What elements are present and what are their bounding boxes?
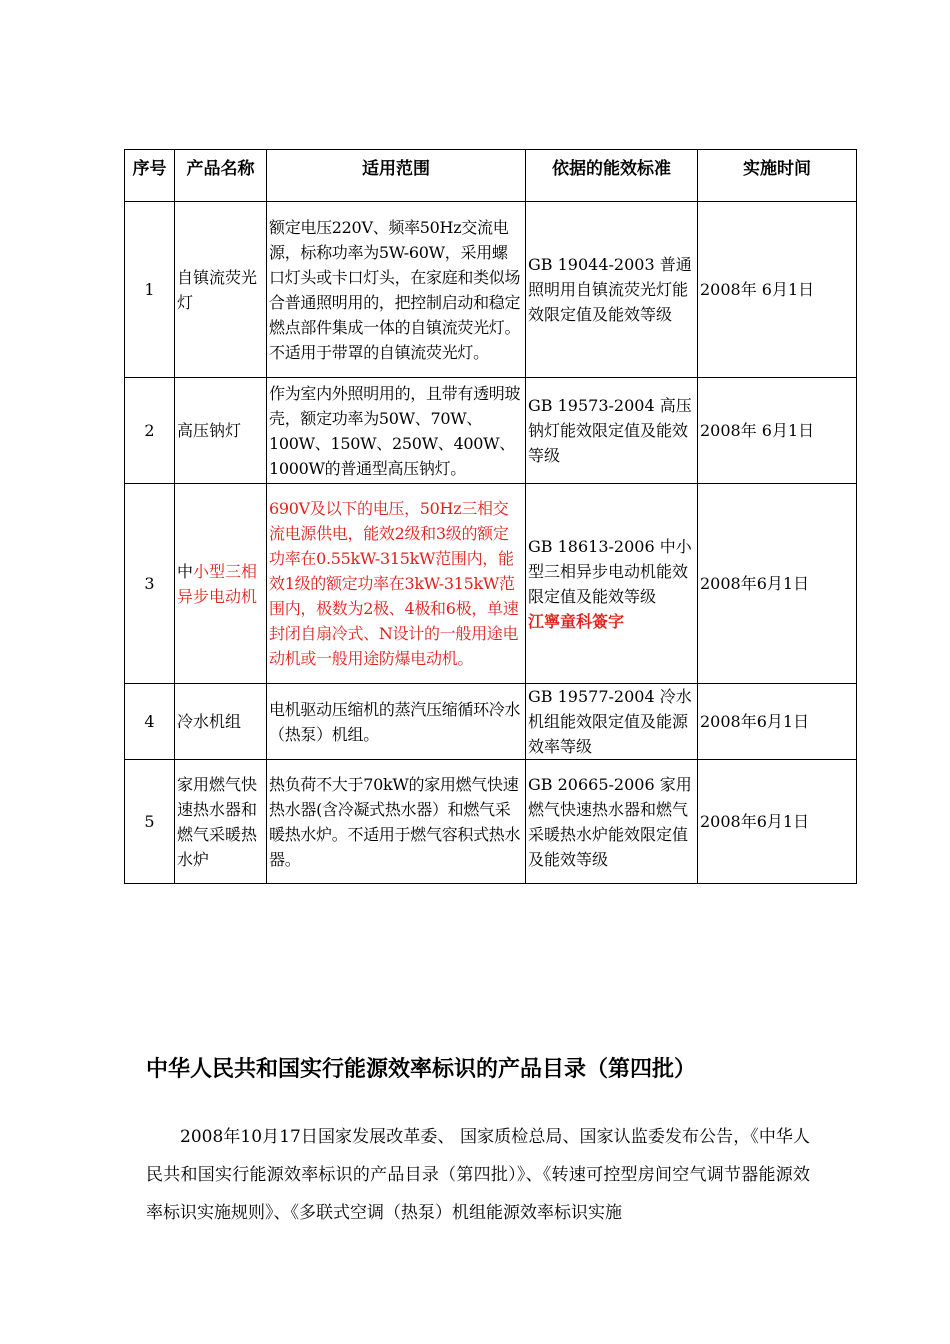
header-product-name: 产品名称 — [175, 150, 267, 202]
standard-text: GB 18613-2006 中小型三相异步电动机能效限定值及能效等级 — [528, 536, 692, 606]
row-product-name: 高压钠灯 — [175, 378, 267, 484]
row-serial: 4 — [125, 684, 175, 760]
row-date: 2008年6月1日 — [698, 484, 857, 684]
row-serial: 5 — [125, 760, 175, 884]
row-product-name — [175, 484, 267, 684]
header-scope: 适用范围 — [267, 150, 526, 202]
row-date: 2008年6月1日 — [698, 760, 857, 884]
row-standard: GB 19044-2003 普通照明用自镇流荧光灯能效限定值及能效等级 — [526, 202, 698, 378]
row-serial: 3 — [125, 484, 175, 684]
product-catalog-table — [124, 149, 857, 884]
table-row — [125, 378, 857, 484]
table-header-row — [125, 150, 857, 202]
row-product-name: 自镇流荧光灯 — [175, 202, 267, 378]
row-scope: 电机驱动压缩机的蒸汽压缩循环冷水（热泵）机组。 — [267, 684, 526, 760]
name-red-text: 小型三相异步电动机 — [177, 561, 258, 606]
section-heading: 中华人民共和国实行能源效率标识的产品目录（第四批） — [146, 1057, 697, 1082]
row-standard — [526, 484, 698, 684]
header-date: 实施时间 — [698, 150, 857, 202]
row-standard: GB 19573-2004 高压钠灯能效限定值及能效等级 — [526, 378, 698, 484]
header-standard: 依据的能效标准 — [526, 150, 698, 202]
header-serial: 序号 — [125, 150, 175, 202]
row-date: 2008年 6月1日 — [698, 202, 857, 378]
row-date: 2008年6月1日 — [698, 684, 857, 760]
row-serial: 1 — [125, 202, 175, 378]
name-prefix: 中 — [177, 561, 194, 581]
row-serial: 2 — [125, 378, 175, 484]
table-row — [125, 484, 857, 684]
row-product-name: 冷水机组 — [175, 684, 267, 760]
row-standard: GB 20665-2006 家用燃气快速热水器和燃气采暖热水炉能效限定值及能效等级 — [526, 760, 698, 884]
table-row — [125, 684, 857, 760]
row-scope: 作为室内外照明用的，且带有透明玻壳，额定功率为50W、70W、100W、150W、250W、400W、1000W的普通型高压钠灯。 — [267, 378, 526, 484]
row-standard: GB 19577-2004 冷水机组能效限定值及能源效率等级 — [526, 684, 698, 760]
row-scope: 690V及以下的电压，50Hz三相交流电源供电，能效2级和3级的额定功率在0.55kW-315kW范围内，能效1级的额定功率在3kW-315kW范围内，极数为2极、4极和6极，单速封闭自扇冷式、N设计的一般用途电动机或一般用途防爆电动机。 — [267, 484, 526, 684]
row-product-name: 家用燃气快速热水器和燃气采暖热水炉 — [175, 760, 267, 884]
row-scope: 额定电压220V、频率50Hz交流电源，标称功率为5W-60W，采用螺口灯头或卡口灯头，在家庭和类似场合普通照明用的，把控制启动和稳定燃点部件集成一体的自镇流荧光灯。不适用于带罩的自镇流荧光灯。 — [267, 202, 526, 378]
row-scope: 热负荷不大于70kW的家用燃气快速热水器(含冷凝式热水器）和燃气采暖热水炉。不适用于燃气容积式热水器。 — [267, 760, 526, 884]
signature-stamp: 江寧童科簽字 — [528, 611, 625, 631]
table-row — [125, 760, 857, 884]
table-row — [125, 202, 857, 378]
row-date: 2008年 6月1日 — [698, 378, 857, 484]
body-paragraph: 2008年10月17日国家发展改革委、 国家质检总局、国家认监委发布公告，《中华人民共和国实行能源效率标识的产品目录（第四批）》、《转速可控型房间空气调节器能源效率标识实施规则》、《多联式空调（热泵）机组能源效率标识实施 — [146, 1127, 810, 1223]
